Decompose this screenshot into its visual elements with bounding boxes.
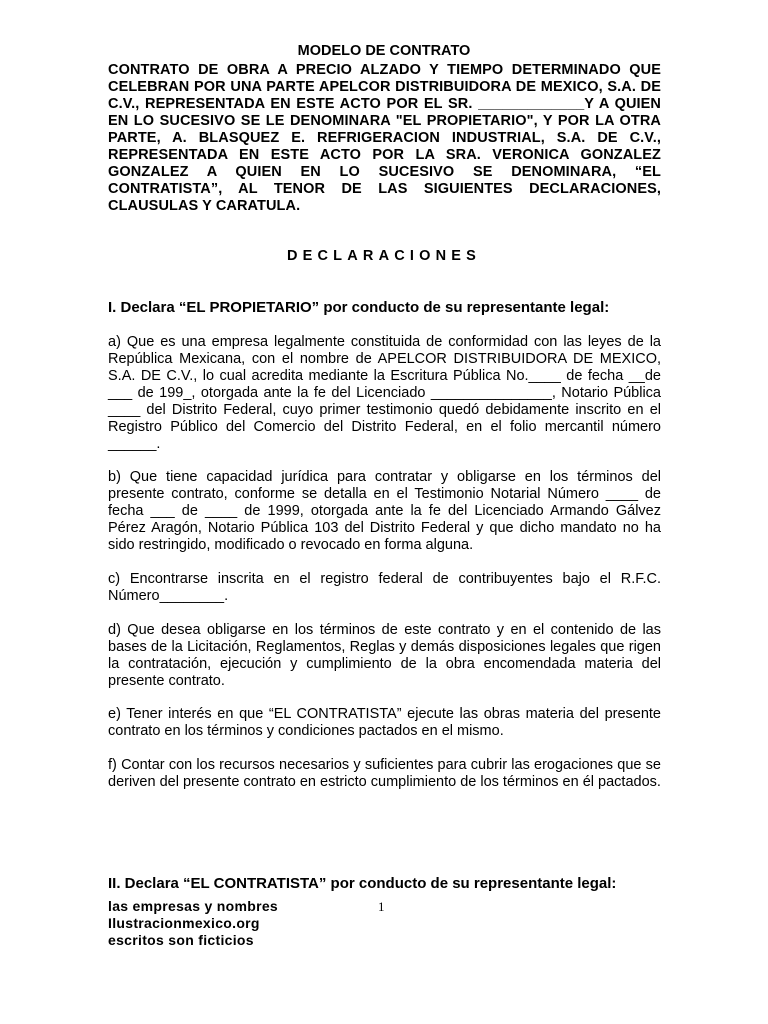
declaration-item-f: f) Contar con los recursos necesarios y suficientes para cubrir las erogaciones que se deriven del presente contrato en estricto cumplimiento de los términos en él pactados. — [108, 757, 661, 790]
document-title: MODELO DE CONTRATO — [297, 43, 471, 59]
watermark-text — [108, 898, 278, 949]
declaraciones-heading: DECLARACIONES — [286, 248, 482, 264]
contract-preamble: CONTRATO DE OBRA A PRECIO ALZADO Y TIEMPO DETERMINADO QUE CELEBRAN POR UNA PARTE APELCOR DISTRIBUIDORA DE MEXICO, S.A. DE C.V., REPRESENTADA EN ESTE ACTO POR EL SR. _____________Y A QUIEN EN LO SUCESIVO SE LE DENOMINARA "EL PROPIETARIO", Y POR LA OTRA PARTE, A. BLASQUEZ E. REFRIGERACION INDUSTRIAL, S.A. DE C.V., REPRESENTADA EN ESTE ACTO POR LA SRA. VERONICA GONZALEZ GONZALEZ A QUIEN EN LO SUCESIVO SE DENOMINARA, “EL CONTRATISTA”, AL TENOR DE LAS SIGUIENTES DECLARACIONES, CLAUSULAS Y CARATULA. — [108, 62, 661, 214]
declaration-item-d: d) Que desea obligarse en los términos de este contrato y en el contenido de las bases de la Licitación, Reglamentos, Reglas y demás disposiciones legales que rigen la contratación, ejecución y cumplimiento de la obra encomendada materia del presente contrato. — [108, 622, 661, 689]
watermark-line: escritos son ficticios — [108, 932, 254, 948]
declaration-item-e: e) Tener interés en que “EL CONTRATISTA” ejecute las obras materia del presente contrato en los términos y condiciones pactados en el mismo. — [108, 706, 661, 739]
declaration-item-b: b) Que tiene capacidad jurídica para contratar y obligarse en los términos del presente contrato, conforme se detalla en el Testimonio Notarial Número ____ de fecha ___ de ____ de 1999, otorgada ante la fe del Licenciado Armando Gálvez Pérez Aragón, Notario Pública 103 del Distrito Federal y que dicho mandato no ha sido restringido, modificado o revocado en forma alguna. — [108, 469, 661, 553]
section-2-heading: II. Declara “EL CONTRATISTA” por conducto de su representante legal: — [108, 875, 617, 892]
declaration-item-c: c) Encontrarse inscrita en el registro federal de contribuyentes bajo el R.F.C. Número________. — [108, 571, 661, 604]
declaration-item-a: a) Que es una empresa legalmente constituida de conformidad con las leyes de la República Mexicana, con el nombre de APELCOR DISTRIBUIDORA DE MEXICO, S.A. DE C.V., lo cual acredita mediante la Escritura Pública No.____ de fecha __de ___ de 199_, otorgada ante la fe del Licenciado _______________, Notario Pública ____ del Distrito Federal, cuyo primer testimonio quedó debidamente inscrito en el Registro Público del Comercio del Distrito Federal, en el folio mercantil número ______. — [108, 334, 661, 452]
section-1-heading: I. Declara “EL PROPIETARIO” por conducto de su representante legal: — [108, 299, 610, 316]
watermark-line: las empresas y nombres — [108, 898, 279, 914]
watermark-line: Ilustracionmexico.org — [108, 915, 260, 931]
page-number: 1 — [378, 899, 385, 914]
